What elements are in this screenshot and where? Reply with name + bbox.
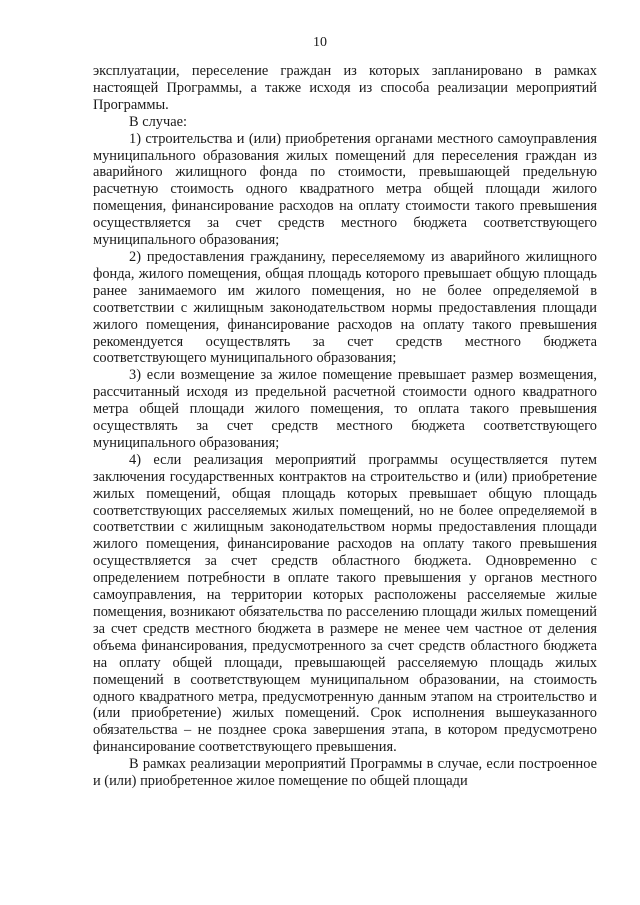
document-body <box>93 63 597 790</box>
page-number: 10 <box>313 35 327 50</box>
paragraph-program-measures: В рамках реализации мероприятий Программы в случае, если построенное и (или) приобретенное жилое помещение по общей площади <box>93 756 597 790</box>
paragraph-intro-continuation: эксплуатации, переселение граждан из которых запланировано в рамках настоящей Программы, а также исходя из способа реализации мероприятий Программы. <box>93 63 597 113</box>
paragraph-item-3: 3) если возмещение за жилое помещение превышает размер возмещения, рассчитанный исходя из предельной расчетной стоимости одного квадратного метра общей площади жилого помещения, то оплата такого превышения осуществлять за счет средств местного бюджета соответствующего муниципального образования; <box>93 367 597 451</box>
paragraph-item-1: 1) строительства и (или) приобретения органами местного самоуправления муниципального образования жилых помещений для переселения граждан из аварийного жилищного фонда по стоимости, превышающей предельную расчетную стоимость одного квадратного метра общей площади жилого помещения, финансирование расходов на оплату стоимости такого превышения осуществляется за счет средств местного бюджета соответствующего муниципального образования; <box>93 130 597 249</box>
paragraph-item-4: 4) если реализация мероприятий программы осуществляется путем заключения государственных контрактов на строительство и (или) приобретение жилых помещений, общая площадь которых превышает общую площадь соответствующих расселяемых жилых помещений, но не более определяемой в соответствии с жилищным законодательством нормы предоставления площади жилого помещения, финансирование расходов на оплату такого превышения осуществляется за счет средств областного бюджета. Одновременно с определением потребности в оплате такого превышения у органов местного самоуправления, на территории которых расположены расселяемые жилые помещения, возникают обязательства по расселению площади жилых помещений за счет средств местного бюджета в размере не менее чем частное от деления объема финансирования, предусмотренного за счет средств областного бюджета на оплату общей площади, превышающей расселяемую площадь жилых помещений в соответствующем муниципальном образовании, на стоимость одного квадратного метра, предусмотренную данным этапом на строительство и (или приобретение) жилых помещений. Срок исполнения вышеуказанного обязательства – не позднее срока завершения этапа, в котором предусмотрено финансирование соответствующего превышения. <box>93 451 597 756</box>
paragraph-item-2: 2) предоставления гражданину, переселяемому из аварийного жилищного фонда, жилого помещения, общая площадь которого превышает общую площадь ранее занимаемого им жилого помещения, но не более определяемой в соответствии с жилищным законодательством нормы предоставления площади жилого помещения, финансирование расходов на оплату такого превышения рекомендуется осуществлять за счет средств местного бюджета соответствующего муниципального образования; <box>93 248 597 367</box>
paragraph-in-case: В случае: <box>129 113 187 130</box>
